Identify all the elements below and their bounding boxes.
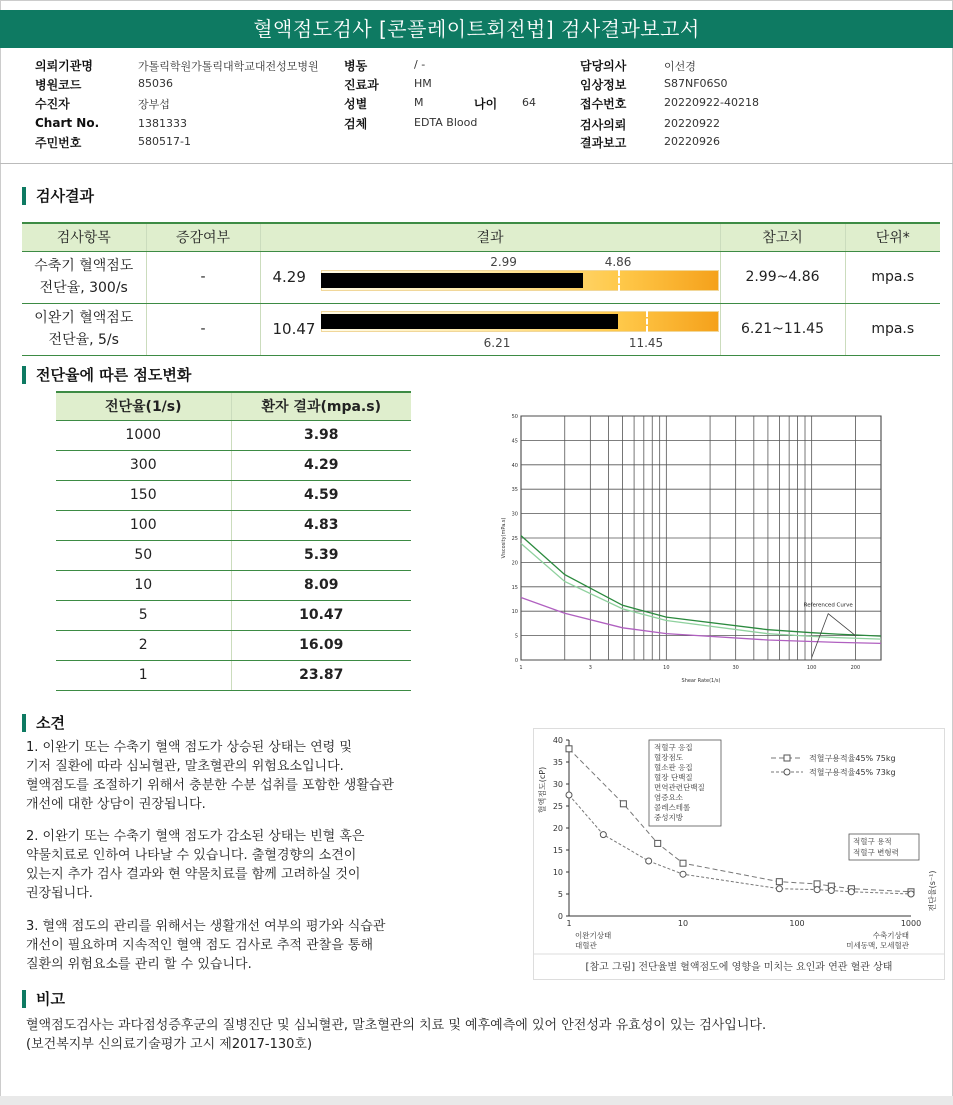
series-point [620, 801, 626, 807]
y-tick-label: 0 [514, 658, 518, 664]
factor-label: 콜레스테롤 [654, 803, 691, 812]
section-heading-note: 비고 [22, 990, 65, 1008]
y-tick-label: 25 [511, 536, 518, 542]
info-value: 1381333 [138, 117, 187, 130]
x-tick-label: 1 [566, 919, 572, 928]
x-axis-label: Shear Rate(1/s) [681, 678, 721, 684]
result-value: 4.29 [272, 267, 306, 286]
note-text [26, 1016, 906, 1054]
shear-rate: 300 [56, 450, 231, 480]
opinion-item [26, 827, 486, 903]
annotation-label: Referenced Curve [803, 602, 853, 609]
factor-label: 적혈구 응집 [654, 743, 693, 752]
x-left-label: 이완기상태 [575, 931, 612, 940]
shear-viscosity: 8.09 [231, 570, 411, 600]
table-row [56, 660, 411, 690]
shear-rate: 1000 [56, 420, 231, 450]
info-value: 이선경 [664, 60, 696, 73]
factor-label: 혈소판 응집 [654, 763, 693, 772]
x-tick-label: 10 [663, 665, 670, 671]
x-left-label: 대혈관 [575, 941, 597, 950]
series-point [655, 840, 661, 846]
ref-high-tick: 4.86 [604, 254, 632, 269]
legend-marker [784, 755, 790, 761]
shear-header: 전단율(1/s) [56, 392, 231, 420]
shear-rate: 1 [56, 660, 231, 690]
shear-viscosity: 4.59 [231, 480, 411, 510]
y-tick-label: 10 [511, 609, 518, 616]
shear-rate: 100 [56, 510, 231, 540]
shear-viscosity: 4.29 [231, 450, 411, 480]
series-point [680, 871, 686, 877]
shear-rate: 50 [56, 540, 231, 570]
info-label: 병동 [344, 59, 368, 73]
y-tick-label: 5 [514, 633, 518, 640]
reference-figure [533, 728, 945, 980]
y-axis-label: 혈액점도(cP) [538, 766, 547, 814]
table-row [56, 450, 411, 480]
table-row [56, 600, 411, 630]
result-change: - [146, 303, 260, 355]
y2-axis-label: 전단율(s⁻¹) [928, 870, 937, 912]
result-bar-cell [260, 303, 720, 355]
table-row [56, 630, 411, 660]
info-label: 성별 [344, 97, 368, 111]
series-point [600, 832, 606, 838]
section-heading-opinion: 소견 [22, 714, 65, 732]
shear-rate: 5 [56, 600, 231, 630]
info-label: 담당의사 [580, 59, 627, 73]
y-tick-label: 15 [552, 846, 563, 855]
section-heading-shear: 전단율에 따른 점도변화 [22, 366, 191, 384]
ref-high-marker [646, 311, 648, 332]
y-tick-label: 30 [552, 780, 563, 789]
opinion-item [26, 738, 486, 814]
y-tick-label: 45 [511, 438, 518, 445]
factor-label: 적혈구 용적 [853, 837, 892, 846]
factor-label: 적혈구 변형력 [853, 848, 899, 857]
y-tick-label: 50 [511, 414, 518, 420]
series-point [828, 887, 834, 893]
info-value: M [414, 96, 424, 109]
info-value: HM [414, 77, 432, 90]
legend-label: 적혈구용적율45% 73kg [809, 768, 896, 777]
result-ref: 2.99~4.86 [720, 251, 845, 303]
result-header: 증감여부 [146, 223, 260, 251]
result-table [22, 222, 940, 356]
y-tick-label: 10 [552, 868, 563, 877]
series-point [680, 860, 686, 866]
series-point [814, 881, 820, 887]
series-point [776, 886, 782, 892]
x-right-label: 미세동맥, 모세혈관 [846, 941, 909, 950]
info-label: 병원코드 [35, 78, 82, 92]
shear-viscosity: 3.98 [231, 420, 411, 450]
result-item-line: 전단율, 5/s [48, 332, 119, 348]
shear-header: 환자 결과(mpa.s) [231, 392, 411, 420]
legend-label: 적혈구용적율45% 75kg [809, 754, 896, 763]
info-value: 85036 [138, 77, 173, 90]
info-value: S87NF06S0 [664, 77, 728, 90]
info-value: 580517-1 [138, 135, 191, 148]
y-tick-label: 40 [511, 462, 518, 469]
top-border [0, 0, 953, 1]
report-title: 혈액점도검사 [콘플레이트회전법] 검사결과보고서 [0, 10, 953, 48]
info-label: 주민번호 [35, 136, 82, 150]
series-point [814, 887, 820, 893]
result-item [22, 303, 146, 355]
info-label: 접수번호 [580, 97, 627, 111]
info-value: 가톨릭학원가톨릭대학교대전성모병원 [138, 60, 319, 73]
y-tick-label: 20 [552, 824, 563, 833]
result-header: 참고치 [720, 223, 845, 251]
info-label: 결과보고 [580, 136, 627, 150]
x-tick-label: 10 [677, 919, 689, 928]
y-tick-label: 5 [557, 890, 563, 899]
table-row [56, 510, 411, 540]
footer-bar [0, 1096, 953, 1105]
info-label: 검체 [344, 117, 368, 131]
x-tick-label: 200 [850, 665, 861, 671]
info-label: 진료과 [344, 78, 379, 92]
shear-viscosity: 10.47 [231, 600, 411, 630]
info-label: Chart No. [35, 116, 100, 130]
patient-info [0, 48, 953, 164]
info-value: 20220922 [664, 117, 720, 130]
viscosity-chart [497, 408, 897, 688]
info-value: 20220922-40218 [664, 96, 759, 109]
shear-viscosity: 23.87 [231, 660, 411, 690]
result-change: - [146, 251, 260, 303]
factor-label: 염증요소 [654, 793, 683, 802]
factor-label: 혈장점도 [654, 753, 683, 762]
y-tick-label: 0 [557, 912, 563, 921]
result-value: 10.47 [272, 319, 316, 338]
section-heading-result: 검사결과 [22, 187, 94, 205]
table-row [22, 251, 940, 303]
x-right-label: 수축기상태 [872, 931, 909, 940]
series-point [646, 858, 652, 864]
x-tick-label: 100 [806, 665, 817, 671]
x-tick-label: 1 [519, 665, 523, 671]
info-label: 의뢰기관명 [35, 59, 93, 73]
series-point [848, 889, 854, 895]
y-tick-label: 35 [511, 487, 518, 494]
y-tick-label: 30 [511, 511, 518, 518]
opinion-text: 1. 이완기 또는 수축기 혈액 점도가 상승된 상태는 연령 및 기저 질환에 따라 심뇌혈관, 말초혈관의 위험요소입니다. 혈액점도를 조절하기 위해서 충분한 수분 섭취를 포함한 생활습관 개선에 대한 상담이 권장됩니다. [26, 740, 394, 812]
ref-low-tick: 2.99 [490, 254, 517, 269]
info-value: EDTA Blood [414, 116, 478, 129]
result-bar-cell [260, 251, 720, 303]
note-line: 혈액점도검사는 과다점성증후군의 질병진단 및 심뇌혈관, 말초혈관의 치료 및 예후예측에 있어 안전성과 유효성이 있는 검사입니다. [26, 1018, 767, 1033]
info-value: / - [414, 58, 426, 71]
shear-viscosity: 5.39 [231, 540, 411, 570]
ref-high-tick: 11.45 [628, 335, 664, 350]
y-tick-label: 35 [552, 758, 563, 767]
result-value-bar [321, 273, 584, 288]
series-point [908, 891, 914, 897]
shear-table [56, 391, 411, 691]
opinion-text: 3. 혈액 점도의 관리를 위해서는 생활개선 여부의 평가와 식습관 개선이 필요하며 지속적인 혈액 점도 검사로 추적 관찰을 통해 질환의 위험요소를 관리 할 수 있습니다. [26, 919, 386, 972]
table-row [22, 303, 940, 355]
y-tick-label: 40 [552, 736, 563, 745]
note-line: (보건복지부 신의료기술평가 고시 제2017-130호) [26, 1037, 313, 1052]
ref-low-tick: 6.21 [483, 335, 511, 350]
opinion-item [26, 917, 486, 974]
info-label: 검사의뢰 [580, 118, 627, 132]
info-value: 64 [522, 96, 536, 109]
x-tick-label: 30 [732, 665, 739, 671]
table-row [56, 570, 411, 600]
y-tick-label: 15 [511, 584, 518, 591]
shear-rate: 10 [56, 570, 231, 600]
x-tick-label: 1000 [900, 919, 922, 928]
shear-rate: 2 [56, 630, 231, 660]
table-row [56, 540, 411, 570]
info-value: 장부섭 [138, 98, 170, 111]
shear-viscosity: 16.09 [231, 630, 411, 660]
result-unit: mpa.s [845, 303, 940, 355]
series-point [776, 879, 782, 885]
result-item-line: 전단율, 300/s [39, 280, 128, 296]
info-value: 20220926 [664, 135, 720, 148]
series-point [566, 792, 572, 798]
series-point [566, 746, 572, 752]
factor-label: 면역관련단백질 [654, 783, 705, 792]
info-label: 나이 [474, 97, 498, 111]
result-header: 검사항목 [22, 223, 146, 251]
factor-label: 중성지방 [654, 813, 683, 822]
y-axis-label: Viscosity(mPa.s) [501, 517, 507, 559]
result-ref: 6.21~11.45 [720, 303, 845, 355]
result-unit: mpa.s [845, 251, 940, 303]
result-header: 단위* [845, 223, 940, 251]
result-header: 결과 [260, 223, 720, 251]
result-item [22, 251, 146, 303]
result-value-bar [321, 314, 619, 329]
info-label: 수진자 [35, 97, 70, 111]
table-row [56, 480, 411, 510]
x-tick-label: 100 [789, 919, 805, 928]
legend-marker [784, 769, 790, 775]
shear-rate: 150 [56, 480, 231, 510]
figure-caption: [참고 그림] 전단율별 혈액점도에 영향을 미치는 요인과 연관 혈관 상태 [585, 962, 893, 973]
info-label: 임상정보 [580, 78, 627, 92]
result-item-line: 수축기 혈액점도 [34, 258, 134, 274]
factor-label: 혈장 단백질 [654, 773, 693, 782]
y-tick-label: 20 [511, 560, 518, 567]
left-border [0, 0, 1, 1105]
y-tick-label: 25 [552, 802, 563, 811]
shear-viscosity: 4.83 [231, 510, 411, 540]
opinion-text: 2. 이완기 또는 수축기 혈액 점도가 감소된 상태는 빈혈 혹은 약물치료로 인하여 나타날 수 있습니다. 출혈경향의 소견이 있는지 추가 검사 결과와 현 약물치료를 함께 고려하실 것이 권장됩니다. [26, 829, 365, 901]
result-item-line: 이완기 혈액점도 [34, 310, 134, 326]
x-tick-label: 3 [588, 665, 592, 671]
table-row [56, 420, 411, 450]
ref-high-marker [618, 270, 620, 291]
